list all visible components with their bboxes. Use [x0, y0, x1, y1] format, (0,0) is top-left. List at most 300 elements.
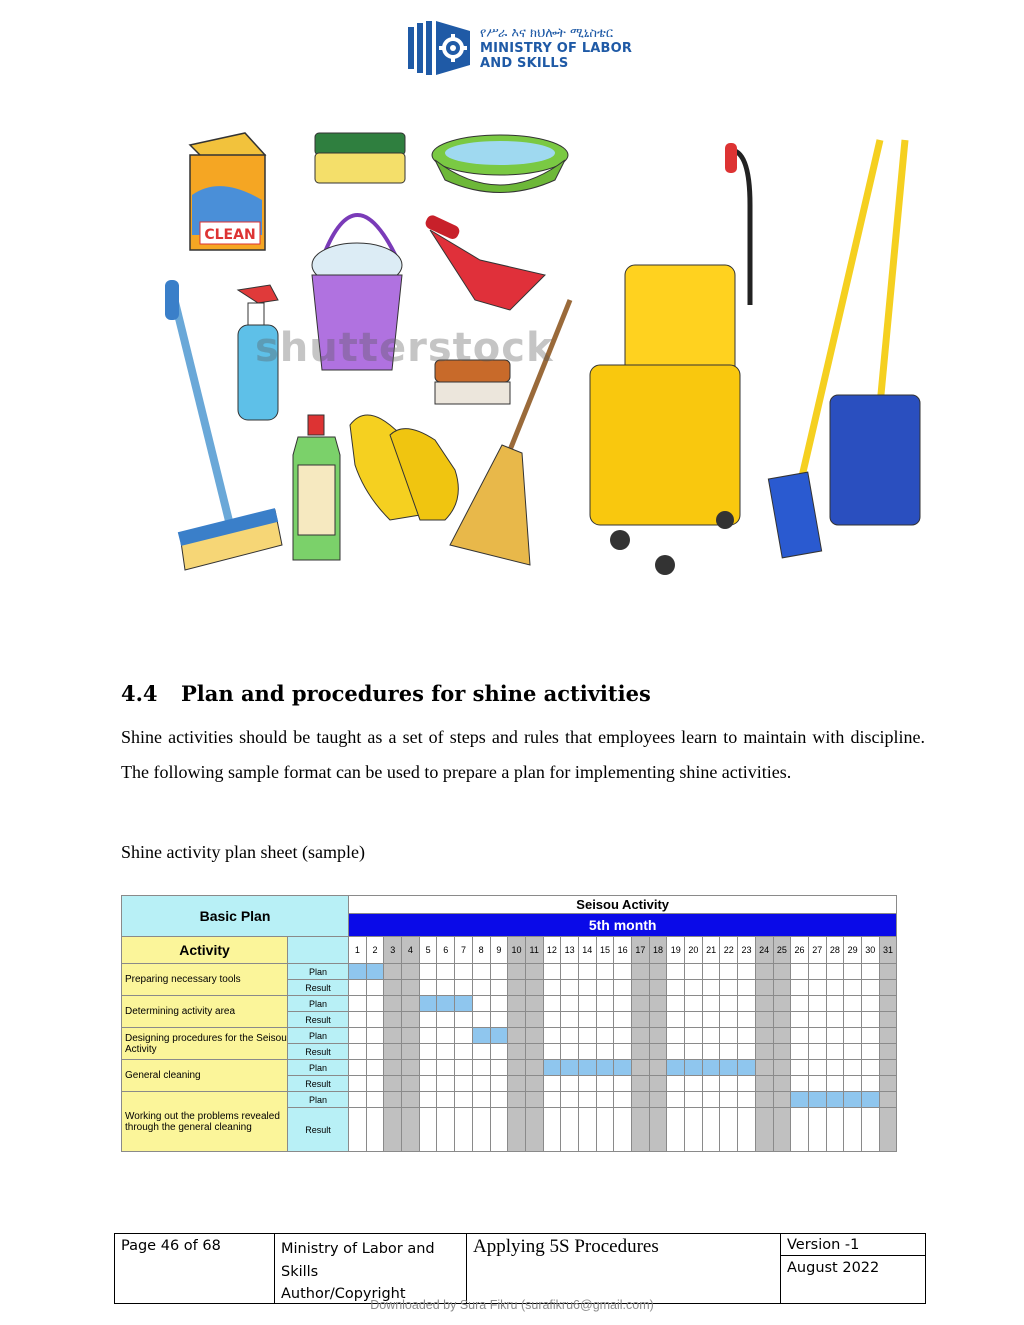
schedule-cell	[879, 1012, 897, 1028]
schedule-cell	[826, 1108, 844, 1152]
schedule-cell	[384, 1012, 402, 1028]
schedule-cell	[490, 996, 508, 1012]
day-header-29: 29	[844, 937, 862, 964]
day-header-1: 1	[349, 937, 367, 964]
schedule-cell	[773, 980, 791, 996]
lobby-dustpan-icon	[768, 140, 920, 558]
schedule-cell	[472, 996, 490, 1012]
schedule-cell	[349, 996, 367, 1012]
day-header-25: 25	[773, 937, 791, 964]
schedule-cell	[472, 964, 490, 980]
schedule-cell	[614, 1092, 632, 1108]
schedule-cell	[490, 964, 508, 980]
schedule-cell	[685, 1108, 703, 1152]
day-header-10: 10	[508, 937, 526, 964]
footer-org-line1: Ministry of Labor and	[281, 1241, 435, 1257]
schedule-cell	[578, 1028, 596, 1044]
activity-row-plan	[122, 964, 897, 980]
gear-logo-icon	[406, 19, 472, 77]
activity-row-plan	[122, 1060, 897, 1076]
schedule-cell	[879, 1028, 897, 1044]
schedule-cell	[632, 980, 650, 996]
activity-row-plan	[122, 1028, 897, 1044]
schedule-cell	[596, 996, 614, 1012]
schedule-cell	[667, 1028, 685, 1044]
schedule-cell	[702, 1012, 720, 1028]
plan-bar-cell	[349, 964, 367, 980]
schedule-cell	[472, 1012, 490, 1028]
schedule-cell	[419, 964, 437, 980]
activity-name: General cleaning	[122, 1060, 288, 1092]
day-header-24: 24	[755, 937, 773, 964]
day-header-20: 20	[685, 937, 703, 964]
schedule-cell	[578, 996, 596, 1012]
schedule-cell	[791, 1108, 809, 1152]
schedule-cell	[844, 1076, 862, 1092]
schedule-cell	[490, 1108, 508, 1152]
plan-bar-cell	[808, 1092, 826, 1108]
schedule-cell	[525, 1092, 543, 1108]
schedule-cell	[366, 1012, 384, 1028]
schedule-cell	[525, 1012, 543, 1028]
schedule-cell	[738, 996, 756, 1012]
schedule-cell	[455, 1108, 473, 1152]
schedule-cell	[826, 1012, 844, 1028]
schedule-cell	[508, 1012, 526, 1028]
schedule-cell	[349, 1092, 367, 1108]
footer-version-block	[781, 1234, 925, 1303]
schedule-cell	[861, 980, 879, 996]
schedule-cell	[614, 1044, 632, 1060]
seisou-title: Seisou Activity	[349, 896, 897, 914]
schedule-cell	[791, 1044, 809, 1060]
schedule-cell	[543, 1044, 561, 1060]
schedule-cell	[402, 1092, 420, 1108]
schedule-cell	[561, 1092, 579, 1108]
schedule-cell	[649, 1092, 667, 1108]
schedule-cell	[614, 964, 632, 980]
schedule-cell	[525, 1028, 543, 1044]
schedule-cell	[543, 1092, 561, 1108]
section-title: Plan and procedures for shine activities	[181, 681, 651, 706]
schedule-cell	[596, 1044, 614, 1060]
schedule-cell	[366, 1060, 384, 1076]
day-header-2: 2	[366, 937, 384, 964]
plan-label: Plan	[288, 1060, 349, 1076]
plan-bar-cell	[738, 1060, 756, 1076]
schedule-cell	[861, 1012, 879, 1028]
schedule-cell	[755, 1028, 773, 1044]
schedule-cell	[561, 1044, 579, 1060]
schedule-cell	[472, 1060, 490, 1076]
schedule-cell	[702, 964, 720, 980]
schedule-cell	[702, 1028, 720, 1044]
day-header-19: 19	[667, 937, 685, 964]
org-name-line1: MINISTRY OF LABOR	[480, 40, 633, 56]
schedule-cell	[808, 996, 826, 1012]
watermark-text: shutterstock	[255, 325, 554, 371]
schedule-cell	[879, 1044, 897, 1060]
schedule-cell	[578, 1044, 596, 1060]
schedule-cell	[437, 1012, 455, 1028]
schedule-cell	[879, 1076, 897, 1092]
schedule-cell	[702, 996, 720, 1012]
schedule-cell	[738, 1028, 756, 1044]
schedule-cell	[755, 964, 773, 980]
day-header-14: 14	[578, 937, 596, 964]
schedule-cell	[437, 1060, 455, 1076]
schedule-cell	[490, 1076, 508, 1092]
schedule-cell	[472, 1044, 490, 1060]
sponge-icon	[315, 133, 405, 183]
schedule-cell	[844, 980, 862, 996]
schedule-cell	[720, 1092, 738, 1108]
schedule-cell	[402, 996, 420, 1012]
dustpan-icon	[424, 213, 545, 310]
schedule-cell	[508, 964, 526, 980]
schedule-cell	[649, 1028, 667, 1044]
schedule-cell	[455, 1092, 473, 1108]
day-header-9: 9	[490, 937, 508, 964]
schedule-cell	[808, 1044, 826, 1060]
plan-result-header	[288, 937, 349, 964]
schedule-cell	[791, 980, 809, 996]
activity-row-plan	[122, 1092, 897, 1108]
schedule-cell	[596, 1012, 614, 1028]
schedule-cell	[508, 980, 526, 996]
schedule-cell	[437, 980, 455, 996]
schedule-cell	[384, 1028, 402, 1044]
ministry-logo	[406, 18, 632, 78]
schedule-cell	[561, 980, 579, 996]
month-header: 5th month	[349, 914, 897, 937]
schedule-cell	[632, 1108, 650, 1152]
plan-bar-cell	[826, 1092, 844, 1108]
schedule-cell	[419, 1108, 437, 1152]
schedule-cell	[844, 1060, 862, 1076]
schedule-cell	[879, 1092, 897, 1108]
schedule-cell	[808, 1012, 826, 1028]
plan-bar-cell	[419, 996, 437, 1012]
day-header-17: 17	[632, 937, 650, 964]
schedule-cell	[738, 1076, 756, 1092]
schedule-cell	[614, 1108, 632, 1152]
schedule-cell	[437, 1076, 455, 1092]
schedule-cell	[773, 1092, 791, 1108]
schedule-cell	[773, 1012, 791, 1028]
activity-name: Preparing necessary tools	[122, 964, 288, 996]
schedule-cell	[437, 964, 455, 980]
schedule-cell	[472, 980, 490, 996]
plan-bar-cell	[596, 1060, 614, 1076]
schedule-cell	[720, 1012, 738, 1028]
schedule-cell	[578, 1108, 596, 1152]
schedule-cell	[490, 980, 508, 996]
schedule-cell	[349, 1044, 367, 1060]
day-header-30: 30	[861, 937, 879, 964]
schedule-cell	[861, 1108, 879, 1152]
schedule-cell	[349, 1028, 367, 1044]
plan-bar-cell	[490, 1028, 508, 1044]
schedule-cell	[649, 1044, 667, 1060]
plan-bar-cell	[366, 964, 384, 980]
schedule-cell	[879, 996, 897, 1012]
schedule-cell	[667, 964, 685, 980]
schedule-cell	[844, 1108, 862, 1152]
schedule-cell	[561, 964, 579, 980]
schedule-cell	[755, 980, 773, 996]
plan-bar-cell	[720, 1060, 738, 1076]
schedule-cell	[366, 1076, 384, 1092]
plan-bar-cell	[578, 1060, 596, 1076]
schedule-cell	[543, 980, 561, 996]
table-caption: Shine activity plan sheet (sample)	[121, 842, 365, 862]
schedule-cell	[561, 1028, 579, 1044]
schedule-cell	[861, 964, 879, 980]
schedule-cell	[437, 1044, 455, 1060]
day-header-4: 4	[402, 937, 420, 964]
schedule-cell	[720, 1028, 738, 1044]
schedule-cell	[720, 964, 738, 980]
schedule-cell	[667, 1108, 685, 1152]
schedule-cell	[844, 1012, 862, 1028]
schedule-cell	[366, 1044, 384, 1060]
org-name-line2: AND SKILLS	[480, 55, 569, 71]
schedule-cell	[561, 1076, 579, 1092]
schedule-cell	[402, 1012, 420, 1028]
schedule-cell	[596, 1092, 614, 1108]
schedule-cell	[844, 964, 862, 980]
schedule-cell	[773, 1060, 791, 1076]
schedule-cell	[791, 1028, 809, 1044]
schedule-cell	[649, 996, 667, 1012]
schedule-cell	[702, 1092, 720, 1108]
plan-bar-cell	[614, 1060, 632, 1076]
day-header-8: 8	[472, 937, 490, 964]
schedule-cell	[685, 1076, 703, 1092]
plan-bar-cell	[561, 1060, 579, 1076]
schedule-cell	[402, 1028, 420, 1044]
schedule-cell	[419, 1060, 437, 1076]
schedule-cell	[402, 1044, 420, 1060]
schedule-cell	[826, 964, 844, 980]
schedule-cell	[472, 1076, 490, 1092]
schedule-cell	[702, 1076, 720, 1092]
schedule-cell	[808, 1028, 826, 1044]
schedule-cell	[685, 1092, 703, 1108]
schedule-cell	[826, 980, 844, 996]
schedule-cell	[632, 1076, 650, 1092]
schedule-cell	[596, 980, 614, 996]
day-header-11: 11	[525, 937, 543, 964]
activity-row-plan	[122, 996, 897, 1012]
schedule-cell	[402, 1060, 420, 1076]
schedule-cell	[490, 1044, 508, 1060]
footer-org-line3: Author/Copyright	[281, 1286, 406, 1302]
schedule-cell	[525, 1044, 543, 1060]
page-footer	[114, 1233, 926, 1304]
plan-bar-cell	[543, 1060, 561, 1076]
day-header-15: 15	[596, 937, 614, 964]
shine-activity-plan-sheet	[121, 895, 897, 1152]
day-header-16: 16	[614, 937, 632, 964]
plan-bar-cell	[861, 1092, 879, 1108]
schedule-cell	[649, 1108, 667, 1152]
schedule-cell	[720, 1076, 738, 1092]
activity-name: Working out the problems revealed through the general cleaning	[122, 1092, 288, 1152]
schedule-cell	[879, 1108, 897, 1152]
schedule-cell	[614, 1028, 632, 1044]
detergent-box-icon	[190, 133, 265, 250]
schedule-cell	[402, 1076, 420, 1092]
schedule-cell	[649, 980, 667, 996]
schedule-cell	[508, 1060, 526, 1076]
basin-icon	[432, 135, 568, 193]
schedule-cell	[808, 1108, 826, 1152]
schedule-cell	[384, 1076, 402, 1092]
schedule-cell	[685, 1028, 703, 1044]
schedule-cell	[543, 1108, 561, 1152]
schedule-cell	[543, 964, 561, 980]
schedule-cell	[419, 1028, 437, 1044]
footer-organization	[275, 1234, 467, 1303]
schedule-cell	[578, 1092, 596, 1108]
plan-label: Plan	[288, 1028, 349, 1044]
schedule-cell	[667, 996, 685, 1012]
day-header-26: 26	[791, 937, 809, 964]
schedule-cell	[738, 1012, 756, 1028]
schedule-cell	[578, 1076, 596, 1092]
schedule-cell	[826, 1060, 844, 1076]
schedule-cell	[632, 1012, 650, 1028]
schedule-cell	[685, 1044, 703, 1060]
schedule-cell	[366, 996, 384, 1012]
schedule-cell	[561, 1108, 579, 1152]
schedule-cell	[525, 964, 543, 980]
plan-bar-cell	[472, 1028, 490, 1044]
schedule-cell	[773, 1076, 791, 1092]
schedule-cell	[755, 996, 773, 1012]
day-header-18: 18	[649, 937, 667, 964]
schedule-cell	[738, 980, 756, 996]
schedule-cell	[685, 980, 703, 996]
schedule-cell	[614, 1076, 632, 1092]
schedule-cell	[667, 980, 685, 996]
schedule-cell	[402, 1108, 420, 1152]
plan-label: Plan	[288, 996, 349, 1012]
day-header-3: 3	[384, 937, 402, 964]
schedule-cell	[738, 1044, 756, 1060]
schedule-cell	[649, 1076, 667, 1092]
schedule-cell	[667, 1092, 685, 1108]
schedule-cell	[472, 1108, 490, 1152]
mop-bucket-icon	[590, 143, 750, 575]
schedule-cell	[384, 996, 402, 1012]
box-label: CLEAN	[204, 227, 256, 243]
schedule-cell	[826, 1044, 844, 1060]
schedule-cell	[596, 1108, 614, 1152]
day-header-12: 12	[543, 937, 561, 964]
schedule-cell	[543, 996, 561, 1012]
schedule-cell	[649, 1060, 667, 1076]
schedule-cell	[490, 1092, 508, 1108]
schedule-cell	[632, 996, 650, 1012]
schedule-cell	[366, 1092, 384, 1108]
schedule-cell	[861, 1044, 879, 1060]
schedule-cell	[720, 1044, 738, 1060]
day-header-7: 7	[455, 937, 473, 964]
schedule-cell	[614, 1012, 632, 1028]
schedule-cell	[561, 1012, 579, 1028]
schedule-cell	[508, 1092, 526, 1108]
result-label: Result	[288, 1012, 349, 1028]
plan-bar-cell	[667, 1060, 685, 1076]
schedule-cell	[455, 1076, 473, 1092]
schedule-cell	[667, 1076, 685, 1092]
schedule-cell	[755, 1012, 773, 1028]
schedule-cell	[667, 1012, 685, 1028]
schedule-cell	[508, 1044, 526, 1060]
day-header-28: 28	[826, 937, 844, 964]
footer-date: August 2022	[787, 1260, 880, 1276]
schedule-cell	[508, 1076, 526, 1092]
schedule-cell	[384, 980, 402, 996]
result-label: Result	[288, 1108, 349, 1152]
activity-name: Determining activity area	[122, 996, 288, 1028]
schedule-cell	[578, 1012, 596, 1028]
schedule-cell	[508, 1108, 526, 1152]
section-number: 4.4	[121, 681, 158, 706]
schedule-cell	[614, 980, 632, 996]
plan-bar-cell	[437, 996, 455, 1012]
schedule-cell	[384, 1092, 402, 1108]
schedule-cell	[844, 1044, 862, 1060]
schedule-cell	[720, 1108, 738, 1152]
schedule-cell	[508, 1028, 526, 1044]
schedule-cell	[437, 1108, 455, 1152]
schedule-cell	[738, 1108, 756, 1152]
schedule-cell	[384, 1108, 402, 1152]
footer-title: Applying 5S Procedures	[467, 1234, 781, 1303]
schedule-cell	[437, 1092, 455, 1108]
section-paragraph: Shine activities should be taught as a set of steps and rules that employees learn to maintain with discipline. The following sample format can be used to prepare a plan for implementing shine activities.	[121, 727, 925, 782]
schedule-cell	[755, 1060, 773, 1076]
schedule-cell	[508, 996, 526, 1012]
basic-plan-header: Basic Plan	[122, 896, 349, 937]
schedule-cell	[455, 1044, 473, 1060]
schedule-cell	[490, 1012, 508, 1028]
activity-name: Designing procedures for the Seisou Activity	[122, 1028, 288, 1060]
schedule-cell	[791, 1076, 809, 1092]
schedule-cell	[791, 996, 809, 1012]
schedule-cell	[773, 1108, 791, 1152]
rubber-gloves-icon	[350, 415, 458, 520]
schedule-cell	[384, 1044, 402, 1060]
schedule-cell	[455, 1012, 473, 1028]
schedule-cell	[349, 1076, 367, 1092]
result-label: Result	[288, 1076, 349, 1092]
schedule-cell	[649, 964, 667, 980]
schedule-cell	[791, 964, 809, 980]
schedule-cell	[755, 1092, 773, 1108]
schedule-cell	[366, 1108, 384, 1152]
schedule-cell	[861, 1076, 879, 1092]
schedule-cell	[879, 980, 897, 996]
schedule-cell	[455, 980, 473, 996]
schedule-cell	[349, 980, 367, 996]
schedule-cell	[791, 1060, 809, 1076]
schedule-cell	[773, 996, 791, 1012]
